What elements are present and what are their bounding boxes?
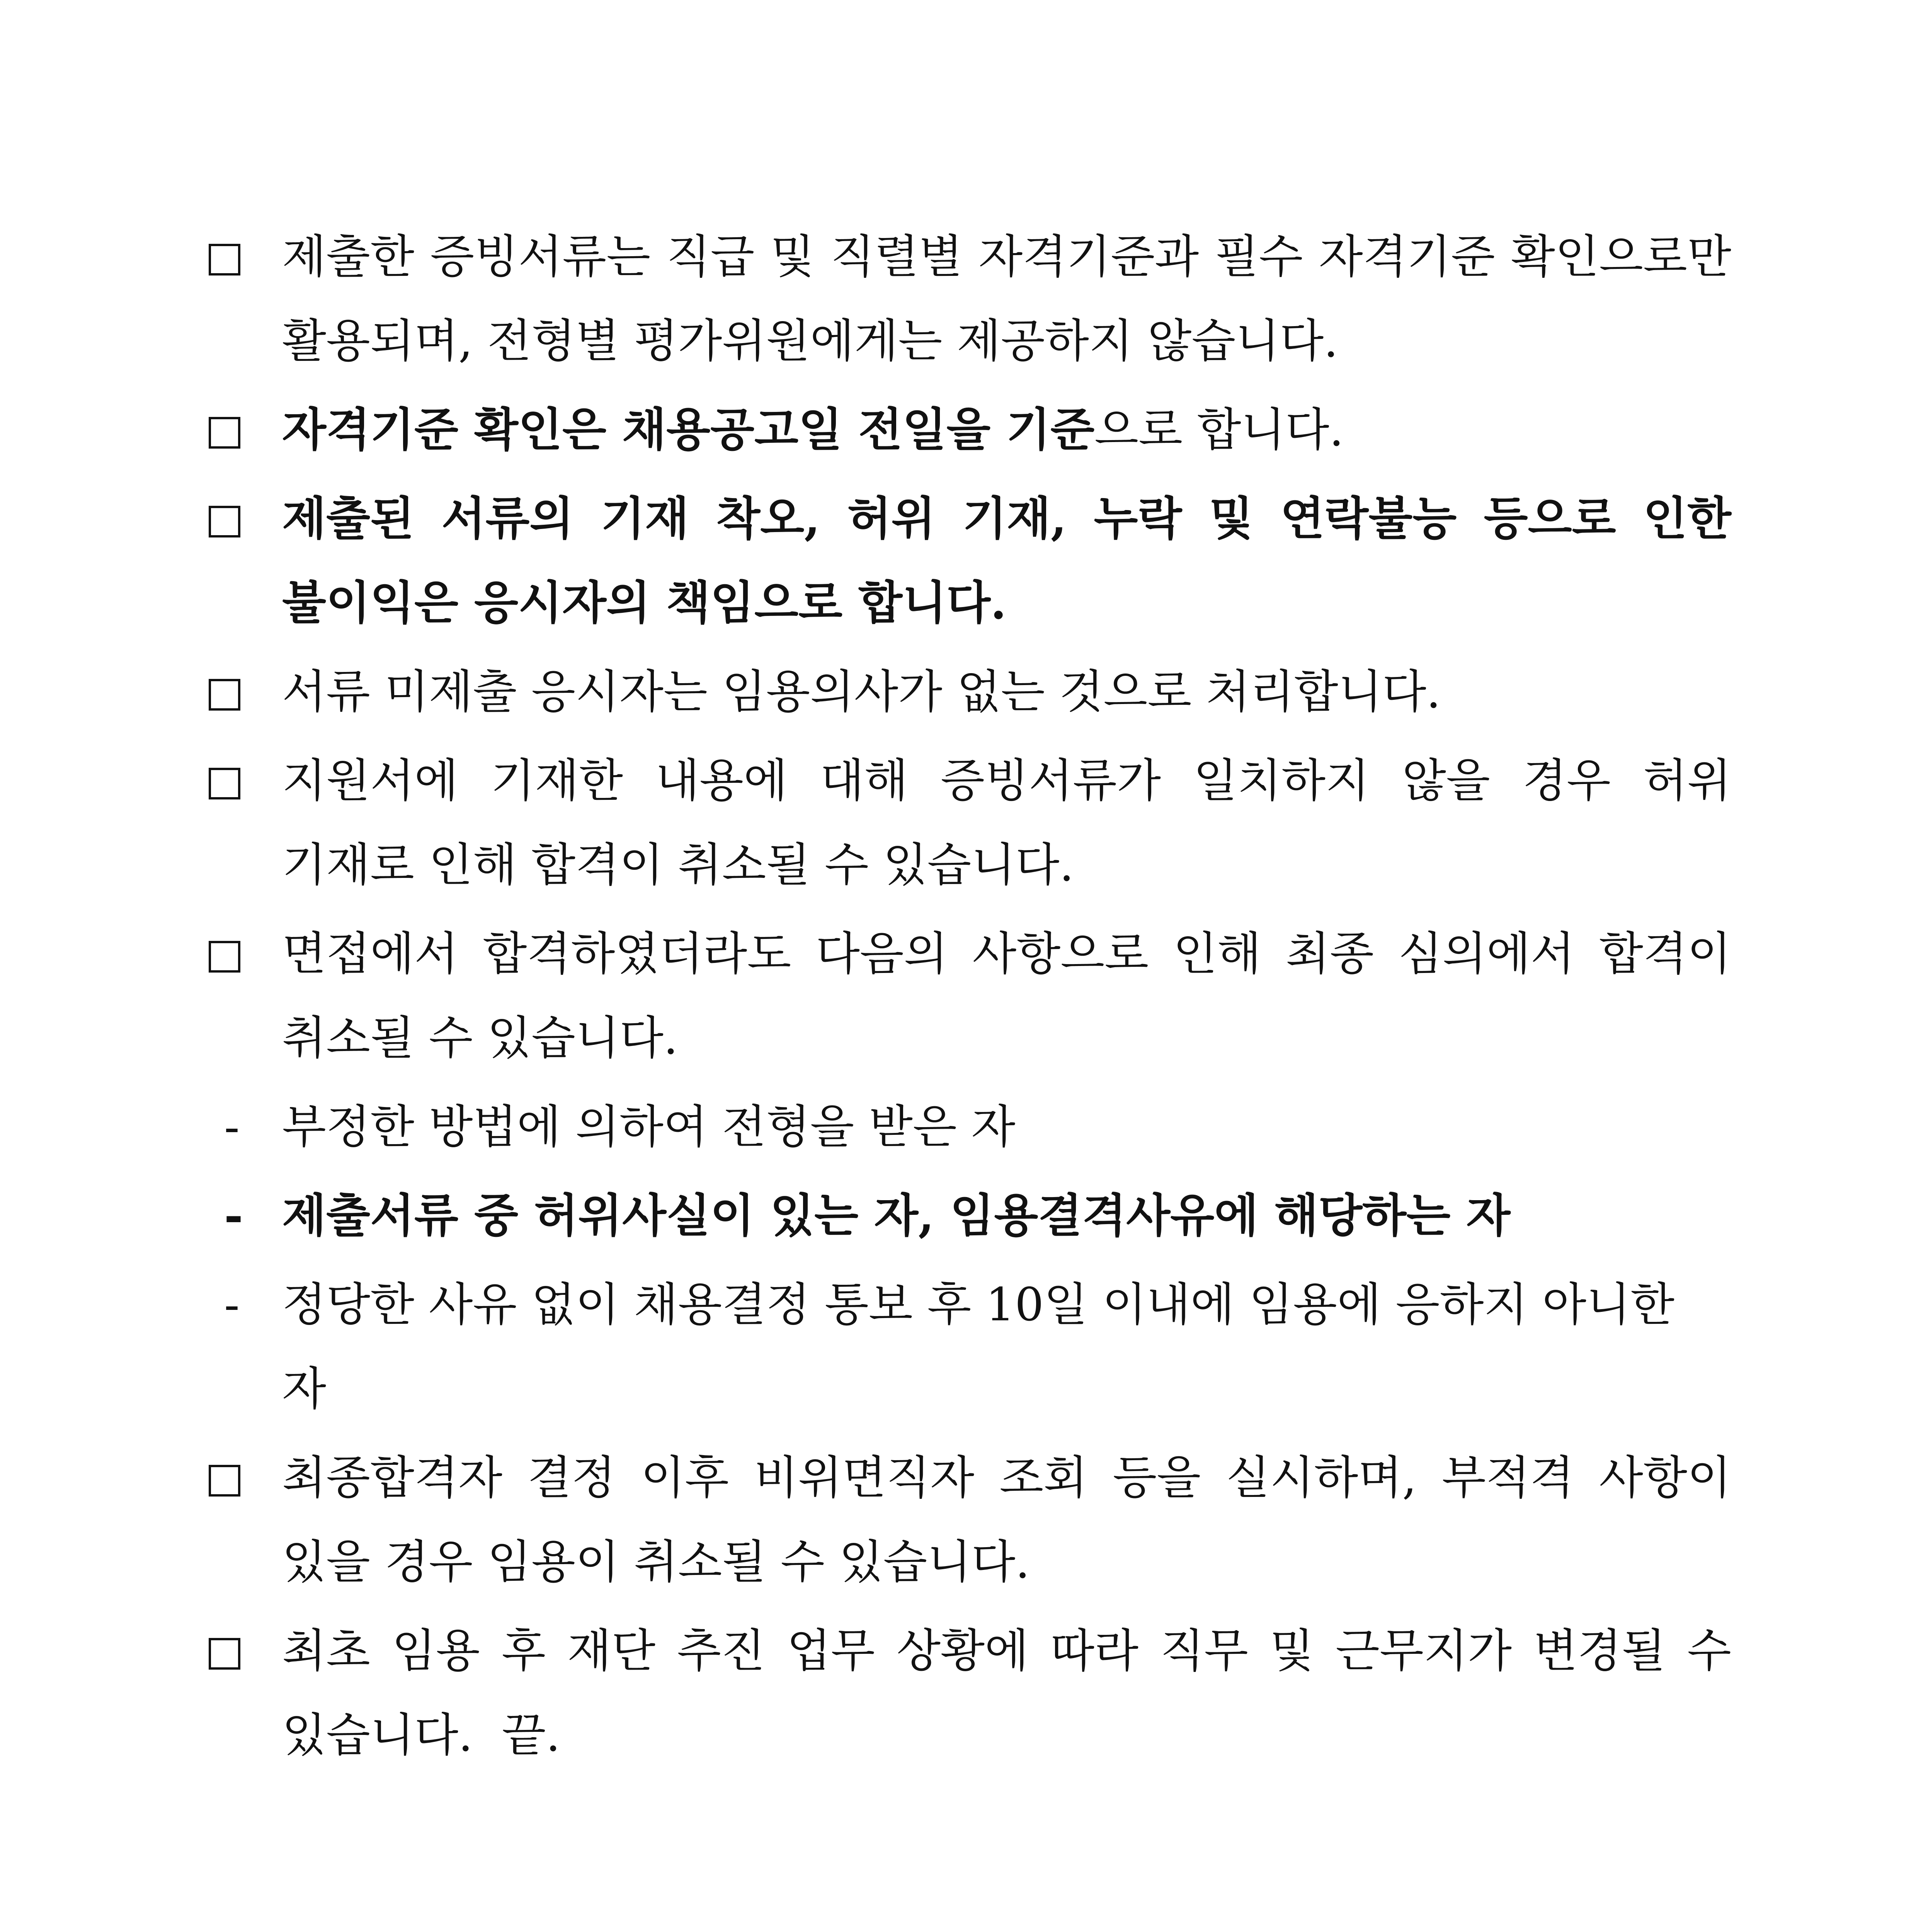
sub-item-3: [209, 1262, 1731, 1431]
notice-text: 지원서에 기재한 내용에 대해 증빙서류가 일치하지 않을 경우 허위 기재로 인해 합격이 취소될 수 있습니다.: [282, 754, 1731, 891]
sub-item-1: [209, 1085, 1731, 1169]
notice-text: 최초 임용 후 재단 추진 업무 상황에 따라 직무 및 근무지가 변경될 수 있습니다.: [282, 1624, 1731, 1762]
checkbox-icon: [209, 1435, 282, 1520]
sub-item-text: 부정한 방법에 의하여 전형을 받은 자: [282, 1100, 1016, 1153]
checkbox-icon: [209, 1609, 282, 1693]
notice-item-4: [209, 650, 1731, 734]
checkbox-icon: [209, 388, 282, 472]
notice-item-2: [209, 388, 1731, 472]
checkbox-icon: [209, 214, 282, 299]
notice-text: 제출한 증빙서류는 직급 및 직렬별 자격기준과 필수 자격기준 확인으로만 활용되며, 전형별 평가위원에게는 제공하지 않습니다.: [282, 230, 1731, 367]
checkbox-icon: [209, 476, 282, 561]
dash-bullet: -: [224, 1278, 240, 1331]
notice-item-3: [209, 476, 1731, 645]
notice-item-8: [209, 1609, 1731, 1777]
notice-item-7: [209, 1435, 1731, 1604]
document-body: [209, 214, 1731, 1782]
notice-item-5: [209, 738, 1731, 907]
dash-bullet: -: [224, 1100, 240, 1153]
notice-text: 으로 합니다.: [1094, 403, 1344, 456]
end-mark: 끝.: [502, 1708, 560, 1762]
notice-item-1: [209, 214, 1731, 383]
checkbox-icon: [209, 912, 282, 996]
dash-bullet: -: [224, 1189, 243, 1242]
notice-text: 서류 미제출 응시자는 임용의사가 없는 것으로 처리합니다.: [282, 665, 1441, 718]
notice-text: 제출된 서류의 기재 착오, 허위 기재, 누락 및 연락불능 등으로 인한 불이익은 응시자의 책임으로 합니다.: [282, 492, 1731, 629]
notice-text: 최종합격자 결정 이후 비위면직자 조회 등을 실시하며, 부적격 사항이 있을 경우 임용이 취소될 수 있습니다.: [282, 1451, 1731, 1588]
checkbox-icon: [209, 738, 282, 823]
sub-item-2: [209, 1173, 1731, 1258]
notice-text-bold: 자격기준 확인은 채용공고일 전일을 기준: [282, 403, 1095, 456]
notice-item-6: [209, 912, 1731, 1080]
notice-text: 면접에서 합격하였더라도 다음의 사항으로 인해 최종 심의에서 합격이 취소될 수 있습니다.: [282, 927, 1731, 1065]
sub-item-text: 정당한 사유 없이 채용결정 통보 후 10일 이내에 임용에 응하지 아니한 자: [282, 1278, 1674, 1415]
sub-item-text: 제출서류 중 허위사실이 있는 자, 임용결격사유에 해당하는 자: [282, 1189, 1511, 1242]
checkbox-icon: [209, 650, 282, 734]
